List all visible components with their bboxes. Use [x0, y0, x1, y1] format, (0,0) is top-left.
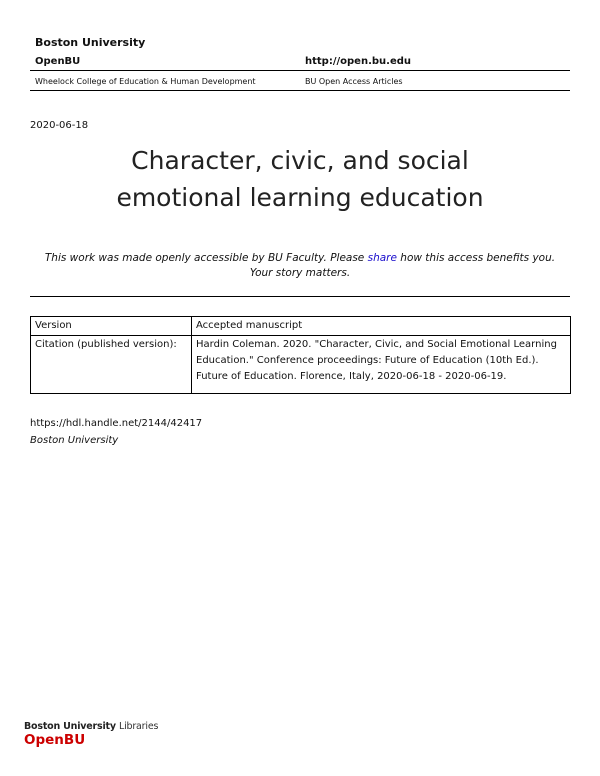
title-line-2: emotional learning education — [116, 183, 484, 212]
notice-text-before: This work was made openly accessible by BU Faculty. Please — [44, 252, 368, 264]
share-link[interactable]: share — [367, 252, 397, 264]
publisher-name: Boston University — [30, 435, 119, 446]
header-divider — [30, 70, 570, 71]
logo-line-1b: Libraries — [118, 721, 159, 732]
header-bottom-divider — [30, 90, 570, 91]
collection-name: BU Open Access Articles — [305, 77, 403, 86]
version-label: Version — [31, 317, 192, 336]
repository-name: OpenBU — [35, 56, 81, 67]
notice-line-2: Your story matters. — [249, 267, 351, 279]
publication-date: 2020-06-18 — [30, 120, 89, 131]
metadata-table — [30, 316, 571, 394]
title-line-1: Character, civic, and social — [131, 146, 469, 175]
handle-link[interactable]: https://hdl.handle.net/2144/42417 — [30, 418, 203, 429]
notice-divider — [30, 296, 570, 297]
access-notice — [30, 251, 570, 281]
document-title — [0, 142, 600, 216]
version-value: Accepted manuscript — [192, 317, 571, 336]
table-row — [31, 336, 571, 394]
college-name: Wheelock College of Education & Human Development — [35, 77, 256, 86]
notice-text-after: how this access benefits you. — [396, 252, 556, 264]
logo-line-2: OpenBU — [24, 732, 86, 748]
institution-name: Boston University — [35, 36, 146, 49]
logo-line-1: Boston University — [24, 721, 116, 732]
openbu-logo — [24, 721, 158, 748]
citation-label: Citation (published version): — [31, 336, 192, 394]
citation-value: Hardin Coleman. 2020. "Character, Civic, and Social Emotional Learning Education." Conference proceedings: Future of Education (10th Ed.). Future of Education. Florence, Italy, 2020-06-18 - 2020-06-19. — [192, 336, 571, 394]
table-row — [31, 317, 571, 336]
repository-url[interactable]: http://open.bu.edu — [305, 56, 412, 67]
